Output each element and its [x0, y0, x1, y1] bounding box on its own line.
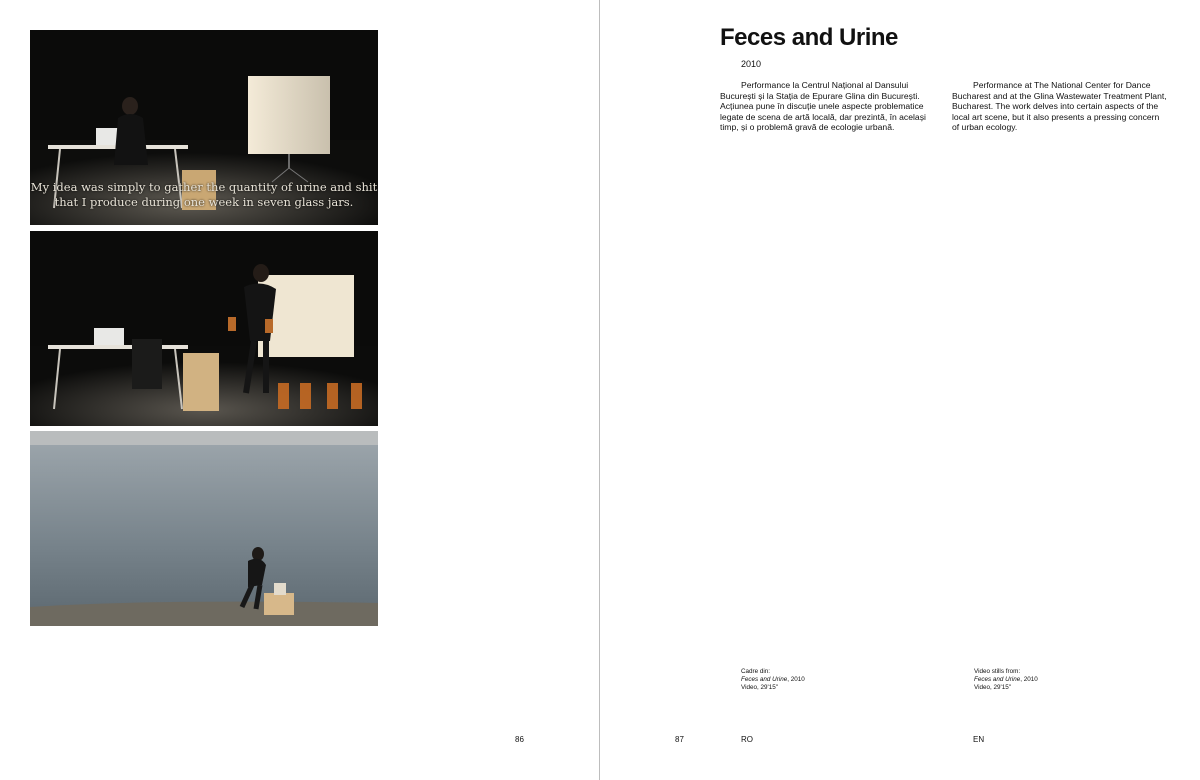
english-description: [952, 80, 1168, 133]
page-number-right: 87: [675, 735, 684, 744]
video-subtitle: My idea was simply to gather the quantity of urine and shit that I produce during one week in seven glass jars.: [30, 180, 378, 209]
romanian-caption: [741, 668, 805, 692]
video-still-3: [30, 431, 378, 626]
page-title: Feces and Urine: [720, 24, 898, 51]
caption-line3: Video, 29'15": [741, 684, 778, 691]
video-still-1: [30, 30, 378, 225]
romanian-description: [720, 80, 932, 133]
caption-line1: Cadre din:: [741, 668, 771, 675]
page-number-left: 86: [515, 735, 524, 744]
english-caption: [974, 668, 1038, 692]
romanian-text: Performance la Centrul Național al Dansului București și la Stația de Epurare Glina din București. Acțiunea pune în discuție unele aspecte problematice legate de scena de artă locală, dar prezintă, în același timp, și o problemă gravă de ecologie urbană.: [720, 80, 926, 133]
caption-line2: [974, 676, 1038, 684]
caption-year: , 2010: [1020, 676, 1038, 683]
caption-work-title: Feces and Urine: [741, 676, 788, 683]
english-text: Performance at The National Center for Dance Bucharest and at the Glina Wastewater Treatment Plant, Bucharest. The work delves into certain aspects of the local art scene, but it also presents a pressing concern of urban ecology.: [952, 80, 1167, 133]
caption-line3: Video, 29'15": [974, 684, 1011, 691]
spread-gutter: [599, 0, 600, 780]
caption-line1: Video stills from:: [974, 668, 1021, 675]
caption-year: , 2010: [787, 676, 805, 683]
video-still-2: [30, 231, 378, 426]
work-year: 2010: [741, 59, 762, 69]
caption-work-title: Feces and Urine: [974, 676, 1021, 683]
language-marker-ro: RO: [741, 735, 753, 744]
language-marker-en: EN: [973, 735, 985, 744]
caption-line2: [741, 676, 805, 684]
